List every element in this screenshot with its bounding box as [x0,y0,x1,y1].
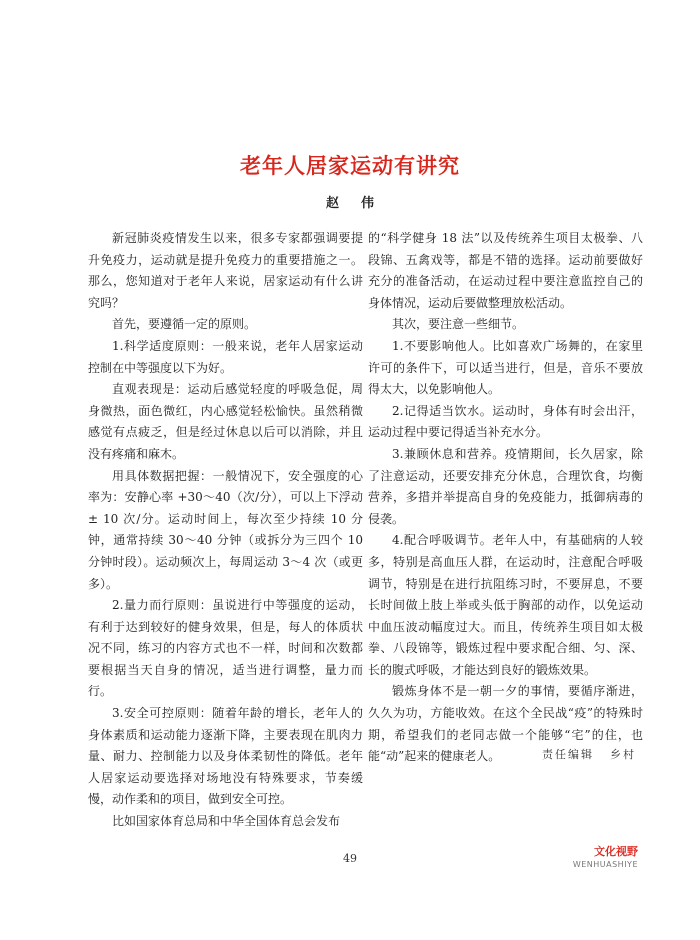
paragraph: 1.不要影响他人。比如喜欢广场舞的，在家里许可的条件下，可以适当进行，但是，音乐不要放得太大，以免影响他人。 [368,338,643,397]
brand-name: 文化视野 [594,845,638,858]
paragraph: 锻炼身体不是一朝一夕的事情，要循序渐进，久久为功，方能收效。在这个全民战“疫”的特殊时期，希望我们的老同志做一个能够“宅”的住，也能“动”起来的健康老人。 [368,684,643,764]
editor-label: 责任编辑 [542,748,594,761]
paragraph: 3.安全可控原则：随着年龄的增长，老年人的身体素质和运动能力逐渐下降，主要表现在肌肉力量、耐力、控制能力以及身体柔韧性的降低。老年人居家运动要选择对场地没有特殊要求，节奏缓慢，动作柔和的项目，做到安全可控。 [88,706,363,807]
editor-credit [542,746,636,762]
right-column [368,228,643,768]
left-column [88,228,363,833]
paragraph-continuation: 的“科学健身 18 法”以及传统养生项目太极拳、八段锦、五禽戏等，都是不错的选择。运动前要做好充分的准备活动，在运动过程中要注意监控自己的身体情况，运动后要做整理放松活动。 [368,231,643,310]
paragraph: 直观表现是：运动后感觉轻度的呼吸急促，周身微热，面色微红，内心感觉轻松愉快。虽然稍微感觉有点疲乏，但是经过休息以后可以消除，并且没有疼痛和麻木。 [88,382,363,461]
paragraph: 用具体数据把握：一般情况下，安全强度的心率为：安静心率 +30～40（次/分），可以上下浮动 ± 10 次/分。运动时间上，每次至少持续 10 分钟，通常持续 30～40 分钟（或拆分为三四个 10 分钟时段）。运动频次上，每周运动 3～4 次（或更多）。 [88,468,363,591]
paragraph: 1.科学适度原则：一般来说，老年人居家运动控制在中等强度以下为好。 [88,338,363,375]
brand-pinyin: WENHUASHIYE [572,860,638,869]
paragraph: 2.记得适当饮水。运动时，身体有时会出汗，运动过程中要记得适当补充水分。 [368,403,643,440]
paragraph: 3.兼顾休息和营养。疫情期间，长久居家，除了注意运动，还要安排充分休息，合理饮食，均衡营养，多措并举提高自身的免疫能力，抵御病毒的侵袭。 [368,446,643,526]
article-title: 老年人居家运动有讲究 [240,153,460,178]
page-number: 49 [343,852,357,865]
paragraph: 首先，要遵循一定的原则。 [112,317,257,332]
section-brand [573,843,638,869]
paragraph: 4.配合呼吸调节。老年人中，有基础病的人较多，特别是高血压人群，在运动时，注意配合呼吸调节，特别是在进行抗阻练习时，不要屏息，不要长时间做上肢上举或头低于胸部的动作，以免运动中血压波动幅度过大。而且，传统养生项目如太极拳、八段锦等，锻炼过程中要求配合细、匀、深、长的腹式呼吸，才能达到良好的锻炼效果。 [368,533,643,677]
editor-name: 乡村 [610,748,636,761]
paragraph: 其次，要注意一些细节。 [392,317,525,332]
paragraph: 2.量力而行原则：虽说进行中等强度的运动，有利于达到较好的健身效果，但是，每人的体质状况不同，练习的内容方式也不一样，时间和次数都要根据当天自身的情况，适当进行调整，量力而行。 [88,598,363,699]
article-author: 赵伟 [325,196,396,211]
paragraph: 比如国家体育总局和中华全国体育总会发布 [112,814,341,829]
paragraph: 新冠肺炎疫情发生以来，很多专家都强调要提升免疫力，运动就是提升免疫力的重要措施之一。那么，您知道对于老年人来说，居家运动有什么讲究吗？ [88,231,363,310]
